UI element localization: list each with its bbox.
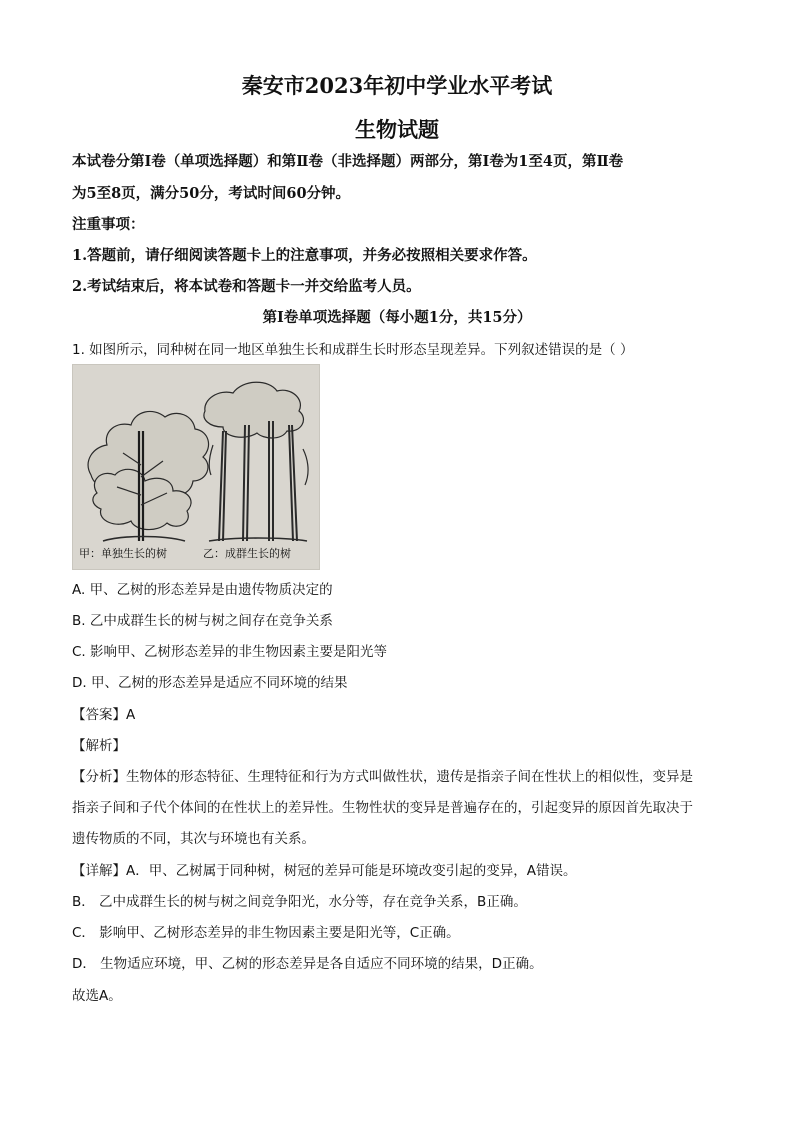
conclusion: 故选A。 xyxy=(72,988,122,1004)
option-a: A. 甲、乙树的形态差异是由遗传物质决定的 xyxy=(72,582,333,598)
detail-line-b: B． 乙中成群生长的树与树之间竞争阳光，水分等，存在竞争关系，B正确。 xyxy=(72,894,527,910)
option-c: C. 影响甲、乙树形态差异的非生物因素主要是阳光等 xyxy=(72,644,388,660)
analysis-line-3: 遗传物质的不同，其次与环境也有关系。 xyxy=(72,831,315,847)
tree-illustration xyxy=(73,365,319,569)
question-stem: 1. 如图所示，同种树在同一地区单独生长和成群生长时形态呈现差异。下列叙述错误的是（ ） xyxy=(72,342,634,358)
analysis-label: 【解析】 xyxy=(72,738,126,754)
exam-title: 秦安市2023年初中学业水平考试 xyxy=(241,73,553,98)
section-title: 第Ⅰ卷单项选择题（每小题1分，共15分） xyxy=(262,309,532,326)
notes-heading: 注重事项： xyxy=(72,216,145,233)
figure-caption-left: 甲：单独生长的树 xyxy=(79,547,167,560)
detail-line-a: 【详解】A．甲、乙树属于同种树，树冠的差异可能是环境改变引起的变异，A错误。 xyxy=(72,863,577,879)
tree-figure xyxy=(72,364,320,570)
note-2: 2.考试结束后，将本试卷和答题卡一并交给监考人员。 xyxy=(72,278,421,295)
intro-line-2: 为5至8页，满分50分，考试时间60分钟。 xyxy=(72,185,351,202)
note-1: 1.答题前，请仔细阅读答题卡上的注意事项，并务必按照相关要求作答。 xyxy=(72,247,537,264)
analysis-line-1: 【分析】生物体的形态特征、生理特征和行为方式叫做性状，遗传是指亲子间在性状上的相似性，变异是 xyxy=(72,769,693,785)
detail-line-c: C． 影响甲、乙树形态差异的非生物因素主要是阳光等，C正确。 xyxy=(72,925,460,941)
option-d: D. 甲、乙树的形态差异是适应不同环境的结果 xyxy=(72,675,348,691)
intro-line-1: 本试卷分第Ⅰ卷（单项选择题）和第Ⅱ卷（非选择题）两部分，第Ⅰ卷为1至4页，第Ⅱ卷 xyxy=(72,153,624,170)
analysis-line-2: 指亲子间和子代个体间的在性状上的差异性。生物性状的变异是普遍存在的，引起变异的原因首先取决于 xyxy=(72,800,693,816)
option-b: B. 乙中成群生长的树与树之间存在竞争关系 xyxy=(72,613,333,629)
figure-caption-right: 乙：成群生长的树 xyxy=(203,547,291,560)
detail-line-d: D． 生物适应环境，甲、乙树的形态差异是各自适应不同环境的结果，D正确。 xyxy=(72,956,543,972)
exam-subtitle: 生物试题 xyxy=(355,117,439,142)
answer-label: 【答案】A xyxy=(72,707,136,723)
